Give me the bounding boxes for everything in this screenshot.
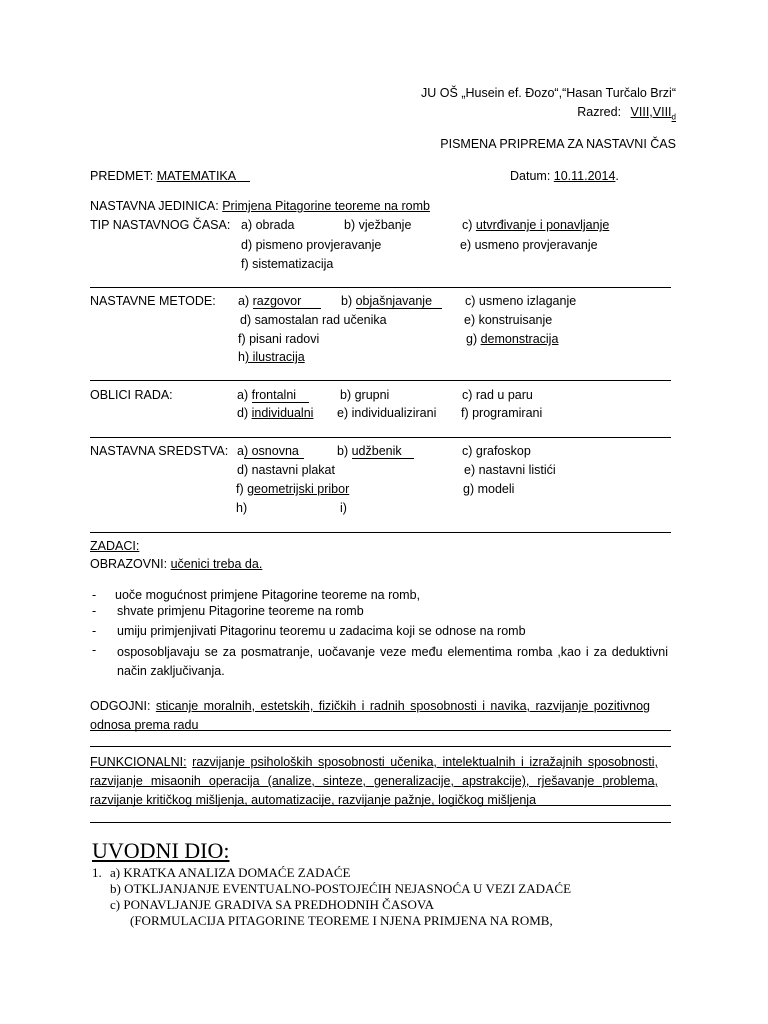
form-c: c) rad u paru [462,388,533,402]
method-a: a) razgovor [238,294,321,309]
resource-a: a) osnovna [237,444,304,459]
method-e: e) konstruisanje [464,313,553,327]
resource-c: c) grafoskop [462,444,531,458]
class-type-a: a) obrada [241,218,295,232]
subject-value: MATEMATIKA [156,169,237,183]
educational-line [90,557,262,571]
tasks-title: ZADACI: [90,539,140,553]
school-name: JU OŠ „Husein ef. Đozo“,“Hasan Turčalo Brzi“ [421,86,676,100]
divider [90,437,671,438]
date-label: Datum: [510,169,551,183]
task-bullet-1: uoče mogućnost primjene Pitagorine teoreme na romb, [115,588,421,602]
task-bullet-3: umiju primjenjivati Pitagorinu teoremu u zadacima koji se odnose na romb [117,624,526,638]
resource-e: e) nastavni listići [464,463,556,477]
divider [90,746,671,747]
grade-label: Razred: [577,105,622,119]
unit-line [90,199,430,213]
class-type-label: TIP NASTAVNOG ČASA: [90,218,231,232]
unit-value: Primjena Pitagorine teoreme na romb [222,199,430,213]
unit-label: NASTAVNA JEDINICA: [90,199,219,213]
divider [90,380,671,381]
date-value: 10.11.2014 [553,169,616,183]
method-b: b) objašnjavanje [341,294,442,309]
form-b: b) grupni [340,388,390,402]
divider [90,805,671,806]
class-type-c: c) utvrđivanje i ponavljanje [462,218,610,232]
date-line: Datum: 10.11.2014. [510,169,619,183]
educational-value: učenici treba da. [170,557,263,571]
form-a: a) frontalni [237,388,309,403]
grade-line [577,105,676,122]
intro-title: UVODNI DIO: [92,838,230,863]
form-e: e) individualizirani [337,406,437,420]
bullet-dash: - [92,643,97,657]
intro-item-a: a) KRATKA ANALIZA DOMAĆE ZADAĆE [110,865,351,880]
grade-subscript: d [671,112,676,122]
divider [90,287,671,288]
functional-label: FUNKCIONALNI: [90,755,187,769]
divider [90,532,671,533]
task-bullet-2: shvate primjenu Pitagorine teoreme na romb [117,604,364,618]
bullet-dash: - [92,604,97,618]
functional-value: razvijanje psiholoških sposobnosti učenika, intelektualnih i izražajnih sposobnosti, razvijanje misaonih operacija (analize, sinteze, generalizacije, apstrakcije), rješavanje problema, razvijanje kritičkog mišljenja, automatizacije, razvijanje pažnje, logičkog mišljenja [90,755,658,807]
class-type-e: e) usmeno provjeravanje [460,238,598,252]
document-title: PISMENA PRIPREMA ZA NASTAVNI ČAS [440,137,676,151]
grade-value: VIII,VIII [630,105,672,119]
resources-label: NASTAVNA SREDSTVA: [90,444,229,458]
forms-label: OBLICI RADA: [90,388,173,402]
divider [90,822,671,823]
subject-label: PREDMET: [90,169,154,183]
intro-item-c: c) PONAVLJANJE GRADIVA SA PREDHODNIH ČASOVA [110,897,434,912]
intro-item-number: 1. [92,865,102,880]
educational-label: OBRAZOVNI: [90,557,168,571]
bullet-dash: - [92,624,97,638]
methods-label: NASTAVNE METODE: [90,294,216,308]
pedagogical-value: sticanje moralnih, estetskih, fizičkih i radnih sposobnosti i navika, razvijanje pozitivnog odnosa prema radu [90,699,650,732]
intro-item-c-continuation: (FORMULACIJA PITAGORINE TEOREME I NJENA PRIMJENA NA ROMB, [130,913,553,928]
resource-d: d) nastavni plakat [237,463,335,477]
functional-paragraph [90,753,658,810]
subject-line [90,169,250,183]
resource-f: f) geometrijski pribor [236,482,350,496]
method-d: d) samostalan rad učenika [240,313,387,327]
form-f: f) programirani [461,406,543,420]
resource-i: i) [340,501,347,515]
class-type-f: f) sistematizacija [241,257,334,271]
method-h: h) ilustracija [238,350,305,364]
resource-b: b) udžbenik [337,444,414,459]
pedagogical-label: ODGOJNI: [90,699,151,713]
intro-item-b: b) OTKLJANJANJE EVENTUALNO-POSTOJEĆIH NEJASNOĆA U VEZI ZADAĆE [110,881,572,896]
method-g: g) demonstracija [466,332,559,346]
form-d: d) individualni [237,406,314,420]
resource-g: g) modeli [463,482,515,496]
resource-h: h) [236,501,248,515]
method-f: f) pisani radovi [238,332,320,346]
class-type-b: b) vježbanje [344,218,412,232]
task-bullet-4: osposobljavaju se za posmatranje, uočavanje veze među elementima romba ,kao i za deduktivni način zaključivanja. [117,645,668,678]
class-type-d: d) pismeno provjeravanje [241,238,382,252]
method-c: c) usmeno izlaganje [465,294,577,308]
divider [90,730,671,731]
bullet-dash: - [92,588,97,602]
